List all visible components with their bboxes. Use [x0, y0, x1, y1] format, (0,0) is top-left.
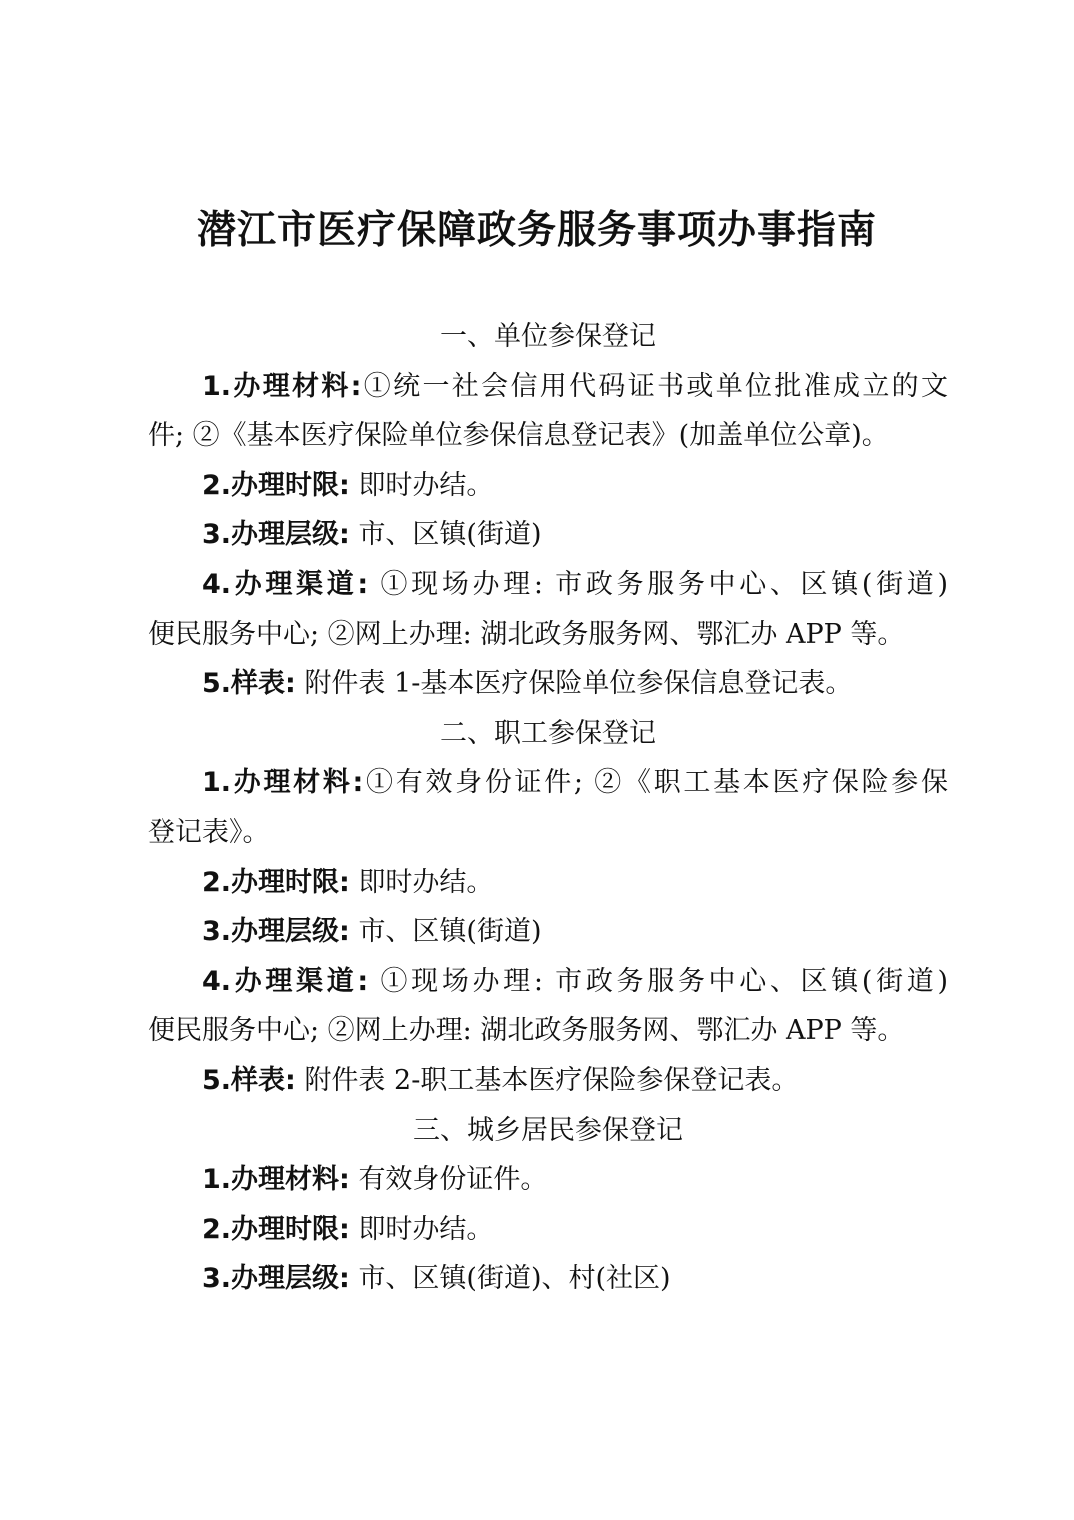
item-label: 2.办理时限: [202, 866, 350, 898]
item-value: 即时办结。 [358, 866, 494, 898]
item-label: 5.样表: [202, 668, 296, 700]
item-sample-form [148, 1056, 948, 1106]
section-heading: 一、单位参保登记 [440, 321, 656, 352]
item-value: ①统一社会信用代码证书或单位批准成立的文 [361, 370, 948, 402]
item-continuation: 登记表》。 [148, 816, 270, 848]
item-value: ①有效身份证件; ②《职工基本医疗保险参保 [363, 767, 948, 799]
section-heading: 三、城乡居民参保登记 [413, 1114, 683, 1146]
item-time-limit [148, 858, 948, 908]
item-materials [148, 758, 948, 808]
item-label: 2.办理时限: [202, 469, 350, 501]
item-channels [148, 560, 948, 610]
item-value: 附件表 1-基本医疗保险单位参保信息登记表。 [304, 668, 853, 700]
item-value: 有效身份证件。 [358, 1164, 548, 1196]
item-value: 即时办结。 [358, 469, 494, 501]
item-value: ①现场办理: 市政务服务中心、区镇(街道) [380, 568, 948, 600]
item-level [148, 1254, 948, 1304]
item-materials [148, 1155, 948, 1205]
item-value: 即时办结。 [358, 1213, 494, 1245]
item-channels [148, 957, 948, 1007]
item-level [148, 907, 948, 957]
item-materials [148, 362, 948, 412]
item-value: 市、区镇(街道) [358, 519, 542, 551]
item-label: 3.办理层级: [202, 1263, 350, 1295]
item-value: ①现场办理: 市政务服务中心、区镇(街道) [380, 965, 948, 997]
item-label: 1.办理材料: [202, 767, 364, 799]
item-label: 3.办理层级: [202, 519, 350, 551]
item-level [148, 510, 948, 560]
item-label: 5.样表: [202, 1064, 296, 1096]
section-heading: 二、职工参保登记 [440, 717, 656, 749]
item-time-limit [148, 461, 948, 511]
item-value: 市、区镇(街道) [358, 916, 542, 948]
document-body [148, 312, 948, 1304]
item-label: 4.办理渠道: [202, 965, 369, 997]
item-label: 3.办理层级: [202, 916, 350, 948]
item-label: 4.办理渠道: [202, 568, 369, 600]
item-label: 1.办理材料: [202, 370, 362, 402]
item-label: 1.办理材料: [202, 1164, 350, 1196]
item-value: 附件表 2-职工基本医疗保险参保登记表。 [304, 1064, 799, 1096]
item-value: 市、区镇(街道)、村(社区) [358, 1263, 671, 1295]
item-continuation: 便民服务中心; ②网上办理: 湖北政务服务网、鄂汇办 APP 等。 [148, 618, 905, 650]
item-sample-form [148, 659, 948, 709]
item-continuation: 件; ②《基本医疗保险单位参保信息登记表》(加盖单位公章)。 [148, 420, 889, 452]
item-label: 2.办理时限: [202, 1213, 350, 1245]
page-title: 潜江市医疗保障政务服务事项办事指南 [196, 208, 877, 253]
item-time-limit [148, 1205, 948, 1255]
item-continuation: 便民服务中心; ②网上办理: 湖北政务服务网、鄂汇办 APP 等。 [148, 1015, 905, 1047]
